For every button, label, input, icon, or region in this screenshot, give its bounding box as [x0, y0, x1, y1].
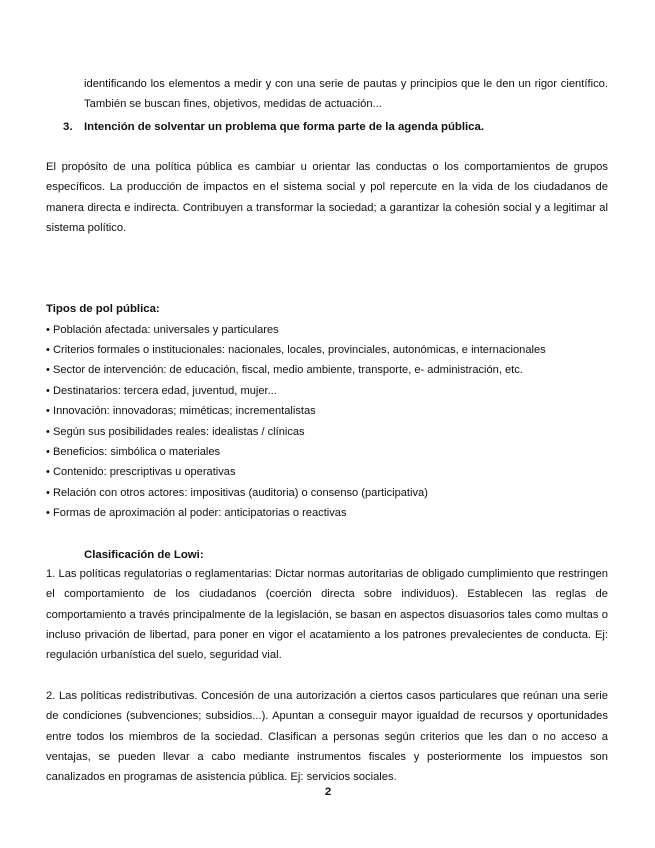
item-text: Intención de solventar un problema que forma parte de la agenda pública.	[84, 121, 485, 133]
list-item: • Relación con otros actores: impositivas (auditoria) o consenso (participativa)	[46, 483, 608, 503]
page-number: 2	[324, 786, 332, 798]
list-item: • Formas de aproximación al poder: anticipatorias o reactivas	[46, 503, 608, 523]
bullet: •	[46, 425, 50, 438]
bullet: •	[46, 445, 50, 458]
list-item: • Según sus posibilidades reales: idealistas / clínicas	[46, 422, 608, 442]
lowi-paragraph-redistributivas: 2. Las políticas redistributivas. Concesión de una autorización a ciertos casos particulares que reúnan una serie de condiciones (subvenciones; subsidios...). Apuntan a conseguir mayor igualdad de recursos y oportunidades entre todos los miembros de la sociedad. Clasifican a personas según criterios que les dan o no acceso a ventajas, se pueden llevar a cabo mediante instrumentos fiscales y posteriormente los impuestos son canalizados en programas de asistencia pública. Ej: servicios sociales.	[46, 690, 608, 784]
list-item: • Contenido: prescriptivas u operativas	[46, 462, 608, 482]
list-item: • Innovación: innovadoras; miméticas; incrementalistas	[46, 401, 608, 421]
continuation-paragraph: identificando los elementos a medir y con una serie de pautas y principios que le den un rigor científico. También se buscan fines, objetivos, medidas de actuación...	[84, 78, 608, 111]
bullet: •	[46, 486, 50, 499]
item-number: 3.	[63, 121, 73, 133]
list-item: • Beneficios: simbólica o materiales	[46, 442, 608, 462]
bullet: •	[46, 466, 50, 479]
tipos-heading: Tipos de pol pública:	[46, 303, 160, 315]
bullet: •	[46, 384, 50, 397]
lowi-heading: Clasificación de Lowi:	[84, 549, 204, 561]
bullet: •	[46, 343, 50, 356]
tipos-section	[46, 299, 608, 524]
bullet: •	[46, 364, 50, 377]
bullet: •	[46, 323, 50, 336]
list-item: • Sector de intervención: de educación, fiscal, medio ambiente, transporte, e- administración, etc.	[46, 360, 608, 380]
tipos-list	[46, 320, 608, 524]
list-item: • Criterios formales o institucionales: nacionales, locales, provinciales, autonómicas, e internacionales	[46, 340, 608, 360]
list-item: • Población afectada: universales y particulares	[46, 320, 608, 340]
bullet: •	[46, 405, 50, 418]
bullet: •	[46, 507, 50, 520]
lowi-paragraph-regulatorias: 1. Las políticas regulatorias o reglamentarias: Dictar normas autoritarias de obligado cumplimiento que restringen el comportamiento de los ciudadanos (coerción directa sobre individuos). Establecen las reglas de comportamiento a través principalmente de la legislación, se basan en aspectos disuasorios tales como multas o incluso privación de libertad, para poner en vigor el acatamiento a los patrones prevalecientes de conducta. Ej: regulación urbanística del suelo, seguridad vial.	[46, 568, 608, 662]
numbered-item-3	[63, 117, 623, 137]
intro-paragraph: El propósito de una política pública es cambiar u orientar las conductas o los comportamientos de grupos específicos. La producción de impactos en el sistema social y pol repercute en la vida de los ciudadanos de manera directa e indirecta. Contribuyen a transformar la sociedad; a garantizar la cohesión social y a legitimar al sistema político.	[46, 161, 608, 234]
list-item: • Destinatarios: tercera edad, juventud, mujer...	[46, 381, 608, 401]
